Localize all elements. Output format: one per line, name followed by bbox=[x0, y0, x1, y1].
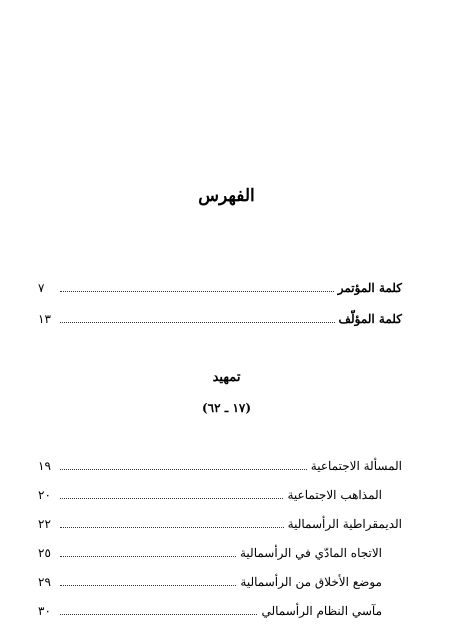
toc-row-author-word[interactable] bbox=[38, 309, 402, 329]
toc-leader-dots bbox=[60, 527, 284, 528]
toc-page-number: ٢٩ bbox=[38, 575, 51, 589]
toc-row-conference-word[interactable] bbox=[38, 278, 402, 298]
toc-entry-title: المسألة الاجتماعية bbox=[310, 459, 402, 473]
toc-entry-title: موضع الأخلاق من الرأسمالية bbox=[240, 575, 382, 589]
toc-row[interactable] bbox=[38, 572, 402, 592]
page-title: الفهرس bbox=[198, 186, 255, 206]
toc-leader-dots bbox=[60, 291, 334, 292]
toc-leader-dots bbox=[60, 585, 236, 586]
toc-entry-title: كلمة المؤلّف bbox=[338, 312, 402, 326]
toc-page-number: ٢٠ bbox=[38, 488, 51, 502]
section-page-range: (١٧ ـ ٦٢) bbox=[201, 401, 252, 415]
toc-row[interactable] bbox=[38, 601, 402, 621]
toc-row[interactable] bbox=[38, 514, 402, 534]
toc-leader-dots bbox=[60, 556, 236, 557]
toc-row[interactable] bbox=[38, 456, 402, 476]
toc-leader-dots bbox=[60, 322, 335, 323]
toc-entry-title: المذاهب الاجتماعية bbox=[287, 488, 382, 502]
toc-page-number: ٧ bbox=[38, 281, 45, 295]
toc-page-number: ٣٠ bbox=[38, 604, 51, 618]
toc-row[interactable] bbox=[38, 543, 402, 563]
section-heading: تمهيد bbox=[212, 370, 241, 385]
toc-entry-title: الديمقراطية الرأسمالية bbox=[287, 517, 402, 531]
toc-page-number: ٢٢ bbox=[38, 517, 51, 531]
toc-row[interactable] bbox=[38, 485, 402, 505]
toc-entry-title: كلمة المؤتمر bbox=[337, 281, 402, 295]
toc-leader-dots bbox=[60, 498, 283, 499]
toc-page-number: ١٣ bbox=[38, 312, 51, 326]
toc-leader-dots bbox=[60, 614, 257, 615]
toc-leader-dots bbox=[60, 469, 307, 470]
toc-entry-title: الاتجاه المادّي في الرأسمالية bbox=[239, 546, 382, 560]
toc-page-number: ٢٥ bbox=[38, 546, 51, 560]
toc-page-number: ١٩ bbox=[38, 459, 51, 473]
toc-entry-title: مآسي النظام الرأسمالي bbox=[261, 604, 382, 618]
